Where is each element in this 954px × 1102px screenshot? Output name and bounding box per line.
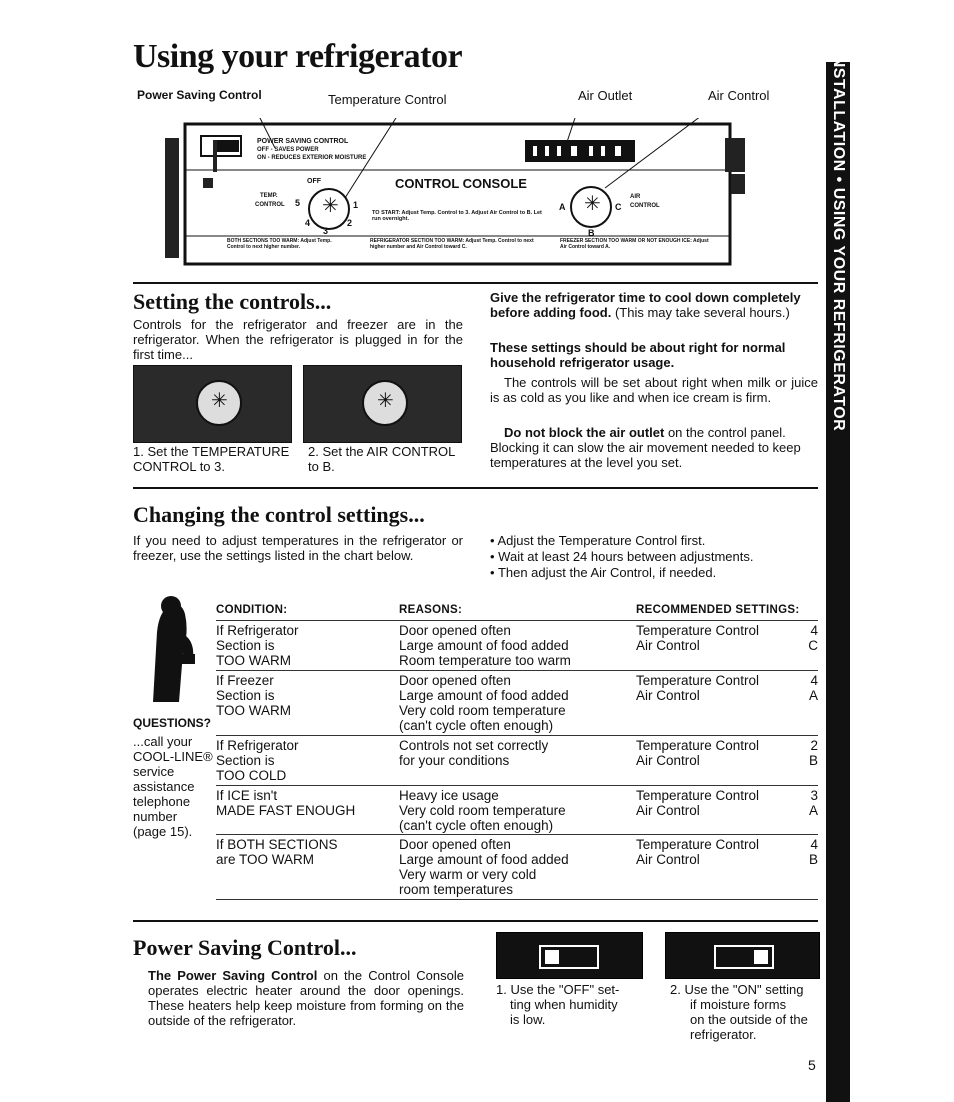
dial-snowflake-icon: ✳ <box>211 390 228 412</box>
table-row <box>216 738 299 783</box>
air-control-photo <box>303 365 462 443</box>
table-rule <box>216 670 818 671</box>
temp-label-2: CONTROL <box>255 202 285 208</box>
dial-snowflake-icon: ✳ <box>322 195 339 217</box>
power-step-2-line: refrigerator. <box>690 1027 757 1042</box>
label-air-control: Air Control <box>708 88 770 103</box>
temp-dial-4: 4 <box>305 218 311 228</box>
setting-right-p4 <box>490 425 818 470</box>
setting-value: 3 <box>810 788 818 803</box>
table-row <box>216 623 299 668</box>
side-tab-label: INSTALLATION • USING YOUR REFRIGERATOR <box>830 50 847 432</box>
reason-cell: for your conditions <box>399 753 510 768</box>
temp-control-dial <box>308 188 353 230</box>
condition-cell: If BOTH SECTIONS <box>216 837 338 852</box>
setting-right-p1-bold: Give the refrigerator time to cool down completely before adding food. <box>490 290 801 320</box>
setting-right-p4-rest: on the control panel. Blocking it can slow the air movement needed to keep temperatures at the level you set. <box>490 425 801 470</box>
setting-name: Temperature Control <box>636 623 760 638</box>
questions-line: assistance <box>133 779 195 794</box>
setting-right-p1-rest: (This may take several hours.) <box>611 305 790 320</box>
temp-dial-2: 2 <box>347 218 353 228</box>
power-text <box>148 968 464 1028</box>
power-step-1 <box>496 982 656 1027</box>
bullet-3: • Then adjust the Air Control, if needed. <box>490 565 717 580</box>
questions-line: number <box>133 809 178 824</box>
reason-cell: (can't cycle often enough) <box>399 718 554 733</box>
dial-snowflake-icon: ✳ <box>584 193 601 215</box>
setting-name: Temperature Control <box>636 837 760 852</box>
setting-step-2: 2. Set the AIR CONTROL to B. <box>308 444 455 474</box>
condition-cell: If ICE isn't <box>216 788 278 803</box>
setting-name: Air Control <box>636 803 700 818</box>
questions-line: telephone <box>133 794 191 809</box>
table-row <box>216 788 355 818</box>
table-row <box>399 738 548 768</box>
bullet-2-text: Wait at least 24 hours between adjustments. <box>498 549 754 564</box>
setting-right-p3: The controls will be set about right when milk or juice is as cold as you like and when ice cream is firm. <box>490 375 818 405</box>
condition-cell: TOO WARM <box>216 653 291 668</box>
setting-right-p2: These settings should be about right for normal household refrigerator usage. <box>490 340 786 370</box>
reason-cell: Room temperature too warm <box>399 653 571 668</box>
person-on-phone-illustration <box>133 592 199 714</box>
temp-dial-3: 3 <box>323 226 329 236</box>
reason-cell: (can't cycle often enough) <box>399 818 554 833</box>
note-freezer-warm: FREEZER SECTION TOO WARM OR NOT ENOUGH ICE: Adjust Air Control toward A. <box>560 238 709 250</box>
settings-cell <box>636 837 818 867</box>
setting-intro: Controls for the refrigerator and freezer are in the refrigerator. When the refrigerator is plugged in for the first time... <box>133 317 463 362</box>
table-header-settings: RECOMMENDED SETTINGS: <box>636 604 800 616</box>
condition-cell: If Freezer <box>216 673 274 688</box>
power-heading: POWER SAVING CONTROL <box>257 138 349 145</box>
console-illustration <box>165 118 750 278</box>
setting-value: 4 <box>810 623 818 638</box>
air-dial-photo <box>362 380 408 426</box>
label-power-saving: Power Saving Control <box>137 88 262 102</box>
power-text-bold: The Power Saving Control <box>148 968 318 983</box>
questions-line: COOL-LINE® <box>133 749 213 764</box>
table-header-condition: CONDITION: <box>216 604 288 616</box>
settings-cell <box>636 788 818 818</box>
changing-heading: Changing the control settings... <box>133 502 425 527</box>
setting-name: Air Control <box>636 688 700 703</box>
power-text-rest: on the Control Console operates electric heater around the door openings. These heaters help keep moisture from forming on the outside of the refrigerator. <box>148 968 464 1028</box>
table-rule <box>216 834 818 835</box>
temp-dial-5: 5 <box>295 198 301 208</box>
setting-value: A <box>808 803 818 818</box>
reason-cell: Large amount of food added <box>399 852 569 867</box>
settings-cell <box>636 623 818 653</box>
bullet-2: • Wait at least 24 hours between adjustments. <box>490 549 754 564</box>
note-both-sections: BOTH SECTIONS TOO WARM: Adjust Temp. Control to next higher number. <box>227 238 332 250</box>
table-row <box>399 837 569 897</box>
condition-cell: are TOO WARM <box>216 852 315 867</box>
setting-value: B <box>808 753 818 768</box>
divider <box>133 920 818 922</box>
condition-cell: MADE FAST ENOUGH <box>216 803 356 818</box>
air-dial-c: C <box>615 202 622 212</box>
table-row <box>399 788 566 833</box>
table-row <box>399 623 571 668</box>
questions-line: service <box>133 764 175 779</box>
reason-cell: Very warm or very cold <box>399 867 537 882</box>
table-row <box>216 673 291 718</box>
page-number: 5 <box>808 1057 816 1073</box>
condition-cell: Section is <box>216 638 275 653</box>
setting-value: 4 <box>810 673 818 688</box>
reason-cell: Very cold room temperature <box>399 803 566 818</box>
setting-value: A <box>808 688 818 703</box>
condition-cell: If Refrigerator <box>216 623 299 638</box>
air-dial-b: B <box>588 228 595 238</box>
label-air-outlet: Air Outlet <box>578 88 633 103</box>
temp-label-1: TEMP. <box>260 193 278 199</box>
reason-cell: Door opened often <box>399 623 511 638</box>
bullet-1: • Adjust the Temperature Control first. <box>490 533 706 548</box>
switch-off-icon <box>539 945 599 969</box>
table-row <box>216 837 338 867</box>
condition-cell: TOO WARM <box>216 703 291 718</box>
section-side-tab <box>826 50 850 1102</box>
table-header-reasons: REASONS: <box>399 604 463 616</box>
power-step-1-line: ting when humidity <box>510 997 618 1012</box>
reason-cell: Heavy ice usage <box>399 788 499 803</box>
power-off-photo <box>496 932 643 979</box>
setting-name: Air Control <box>636 638 700 653</box>
air-control-dial <box>570 186 612 228</box>
changing-intro: If you need to adjust temperatures in the refrigerator or freezer, use the settings listed in the chart below. <box>133 533 463 563</box>
power-step-2-line: on the outside of the <box>690 1012 808 1027</box>
note-refrigerator-warm: REFRIGERATOR SECTION TOO WARM: Adjust Temp. Control to next higher number and Air Control toward C. <box>370 238 534 250</box>
setting-name: Air Control <box>636 852 700 867</box>
reason-cell: Large amount of food added <box>399 688 569 703</box>
switch-on-icon <box>714 945 774 969</box>
questions-heading: QUESTIONS? <box>133 716 212 730</box>
setting-value: 2 <box>810 738 818 753</box>
reason-cell: Large amount of food added <box>399 638 569 653</box>
power-off-text: OFF - SAVES POWER <box>257 147 319 153</box>
questions-line: (page 15). <box>133 824 193 839</box>
setting-heading: Setting the controls... <box>133 289 332 314</box>
setting-value: B <box>808 852 818 867</box>
reason-cell: room temperatures <box>399 882 514 897</box>
control-console-diagram <box>165 118 750 278</box>
condition-cell: Section is <box>216 753 275 768</box>
condition-cell: TOO COLD <box>216 768 287 783</box>
setting-name: Temperature Control <box>636 788 760 803</box>
setting-right-p1 <box>490 290 818 320</box>
setting-name: Air Control <box>636 753 700 768</box>
reason-cell: Door opened often <box>399 673 511 688</box>
off-label: OFF <box>307 178 321 185</box>
air-label-2: CONTROL <box>630 203 660 209</box>
table-rule <box>216 735 818 736</box>
bullet-1-text: Adjust the Temperature Control first. <box>497 533 706 548</box>
condition-cell: If Refrigerator <box>216 738 299 753</box>
settings-cell <box>636 738 818 768</box>
temp-dial-1: 1 <box>353 200 359 210</box>
divider <box>133 487 818 489</box>
reason-cell: Very cold room temperature <box>399 703 566 718</box>
setting-value: 4 <box>810 837 818 852</box>
to-start-note: TO START: Adjust Temp. Control to 3. Adjust Air Control to B. Let run overnight. <box>372 210 542 222</box>
power-step-2-line: 2. Use the "ON" setting <box>670 982 804 997</box>
power-step-1-line: is low. <box>510 1012 546 1027</box>
power-heading-section: Power Saving Control... <box>133 935 357 960</box>
questions-text <box>133 734 213 839</box>
temp-dial-photo <box>196 380 242 426</box>
power-step-1-line: 1. Use the "OFF" set- <box>496 982 620 997</box>
label-temp-control: Temperature Control <box>328 92 447 107</box>
setting-right-p4-bold: Do not block the air outlet <box>504 425 665 440</box>
power-on-text: ON - REDUCES EXTERIOR MOISTURE <box>257 155 367 161</box>
divider <box>133 282 818 284</box>
power-on-photo <box>665 932 820 979</box>
console-title: CONTROL CONSOLE <box>395 176 527 191</box>
condition-cell: Section is <box>216 688 275 703</box>
air-dial-a: A <box>559 202 566 212</box>
setting-value: C <box>808 638 818 653</box>
power-step-2 <box>670 982 820 1042</box>
table-rule <box>216 620 818 621</box>
setting-name: Temperature Control <box>636 738 760 753</box>
dial-snowflake-icon: ✳ <box>377 390 394 412</box>
table-row <box>399 673 569 733</box>
setting-name: Temperature Control <box>636 673 760 688</box>
settings-cell <box>636 673 818 703</box>
table-rule <box>216 785 818 786</box>
questions-line: ...call your <box>133 734 193 749</box>
page-title: Using your refrigerator <box>133 38 463 75</box>
reason-cell: Door opened often <box>399 837 511 852</box>
setting-step-1: 1. Set the TEMPERATURE CONTROL to 3. <box>133 444 290 474</box>
bullet-3-text: Then adjust the Air Control, if needed. <box>497 565 717 580</box>
air-label-1: AIR <box>630 194 641 200</box>
table-rule <box>216 899 818 900</box>
power-step-2-line: if moisture forms <box>690 997 787 1012</box>
reason-cell: Controls not set correctly <box>399 738 549 753</box>
temperature-control-photo <box>133 365 292 443</box>
